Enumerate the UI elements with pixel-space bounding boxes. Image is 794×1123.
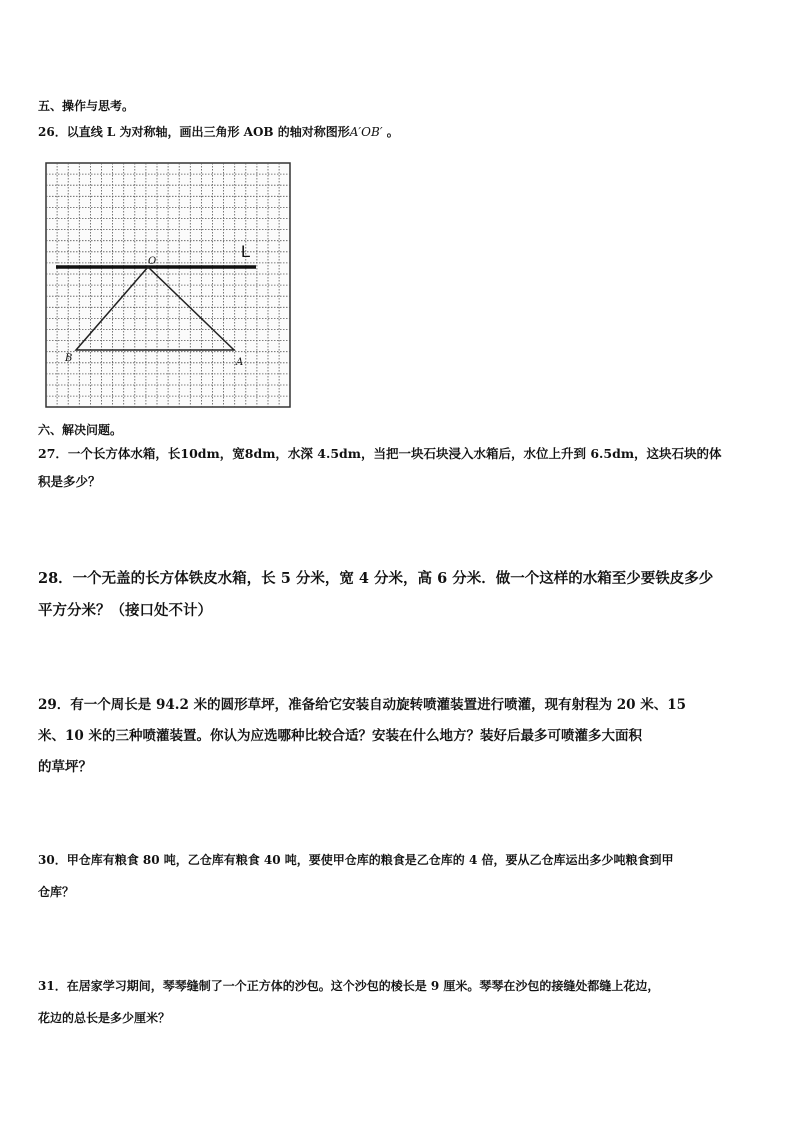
question-31-line-2: 花边的总长是多少厘米？ [38, 1011, 171, 1025]
label-O: O [148, 256, 157, 267]
question-29-line-2: 米、10 米的三种喷灌装置。你认为应选哪种比较合适？安装在什么地方？装好后最多可喷灌多大面积 [38, 728, 642, 744]
question-29-line-1: 29．有一个周长是 94.2 米的圆形草坪，准备给它安装自动旋转喷灌装置进行喷灌，现有射程为 20 米、15 [38, 697, 687, 713]
label-B: B [65, 353, 73, 364]
question-26-symbol: A′OB′ [349, 125, 383, 139]
symmetry-grid-figure [43, 160, 293, 410]
section-5-heading: 五、操作与思考。 [38, 99, 135, 113]
question-29 [38, 690, 758, 783]
question-26 [38, 124, 399, 140]
section-6-heading: 六、解决问题。 [38, 423, 123, 437]
question-27 [38, 440, 758, 496]
question-30-line-1: 30．甲仓库有粮食 80 吨，乙仓库有粮食 40 吨，要使甲仓库的粮食是乙仓库的 4 倍，要从乙仓库运出多少吨粮食到甲 [38, 853, 674, 867]
question-29-line-3: 的草坪？ [38, 759, 92, 775]
question-31 [38, 970, 758, 1034]
question-30 [38, 844, 758, 908]
question-27-line-1: 27．一个长方体水箱，长10dm，宽8dm，水深 4.5dm，当把一块石块浸入水箱后，水位上升到 6.5dm，这块石块的体 [38, 446, 722, 461]
question-31-line-1: 31．在居家学习期间，琴琴缝制了一个正方体的沙包。这个沙包的棱长是 9 厘米。琴琴在沙包的接缝处都缝上花边， [38, 979, 660, 993]
question-26-text: 26．以直线 L 为对称轴，画出三角形 AOB 的轴对称图形 [38, 125, 350, 139]
question-28 [38, 563, 758, 627]
question-30-line-2: 仓库？ [38, 885, 75, 899]
question-26-end: 。 [382, 125, 399, 139]
label-L: L [241, 242, 251, 261]
label-A: A [236, 357, 244, 368]
question-28-line-1: 28．一个无盖的长方体铁皮水箱，长 5 分米，宽 4 分米，高 6 分米．做一个这样的水箱至少要铁皮多少 [38, 570, 714, 587]
question-27-line-2: 积是多少？ [38, 474, 101, 489]
question-28-line-2: 平方分米？（接口处不计） [38, 602, 212, 619]
